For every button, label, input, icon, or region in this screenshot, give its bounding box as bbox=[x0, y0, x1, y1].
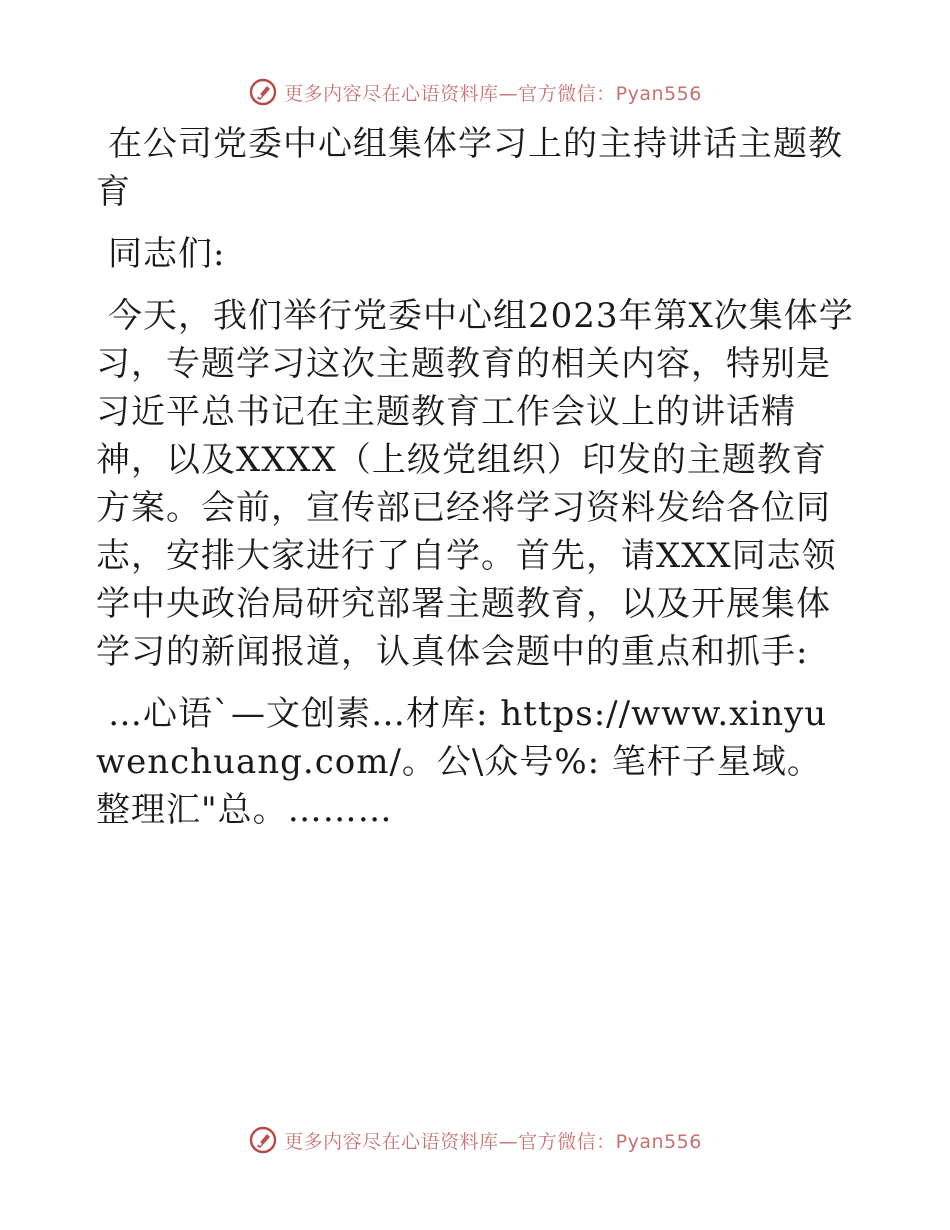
document-title: 在公司党委中心组集体学习上的主持讲话主题教育 bbox=[96, 124, 843, 212]
footer-banner bbox=[0, 1120, 950, 1160]
body-paragraph: 今天，我们举行党委中心组2023年第X次集体学习，专题学习这次主题教育的相关内容，特别是习近平总书记在主题教育工作会议上的讲话精神，以及XXXX（上级党组织）印发的主题教育方案。会前，宣传部已经将学习资料发给各位同志，安排大家进行了自学。首先，请XXX同志领学中央政治局研究部署主题教育，以及开展集体学习的新闻报道，认真体会题中的重点和抓手: bbox=[96, 296, 854, 672]
header-banner bbox=[0, 72, 950, 112]
banner-text: 更多内容尽在心语资料库—官方微信：Pyan556 bbox=[284, 1130, 702, 1153]
banner-text: 更多内容尽在心语资料库—官方微信：Pyan556 bbox=[284, 82, 702, 105]
greeting: 同志们: bbox=[108, 234, 226, 274]
source-note: …心语`—文创素…材库: https://www.xinyuwenchuang.com/。公\众号%: 笔杆子星域。整理汇"总。……… bbox=[96, 694, 828, 830]
document-body bbox=[96, 120, 856, 834]
pen-nib-logo-icon bbox=[248, 77, 278, 107]
pen-nib-logo-icon bbox=[248, 1125, 278, 1155]
